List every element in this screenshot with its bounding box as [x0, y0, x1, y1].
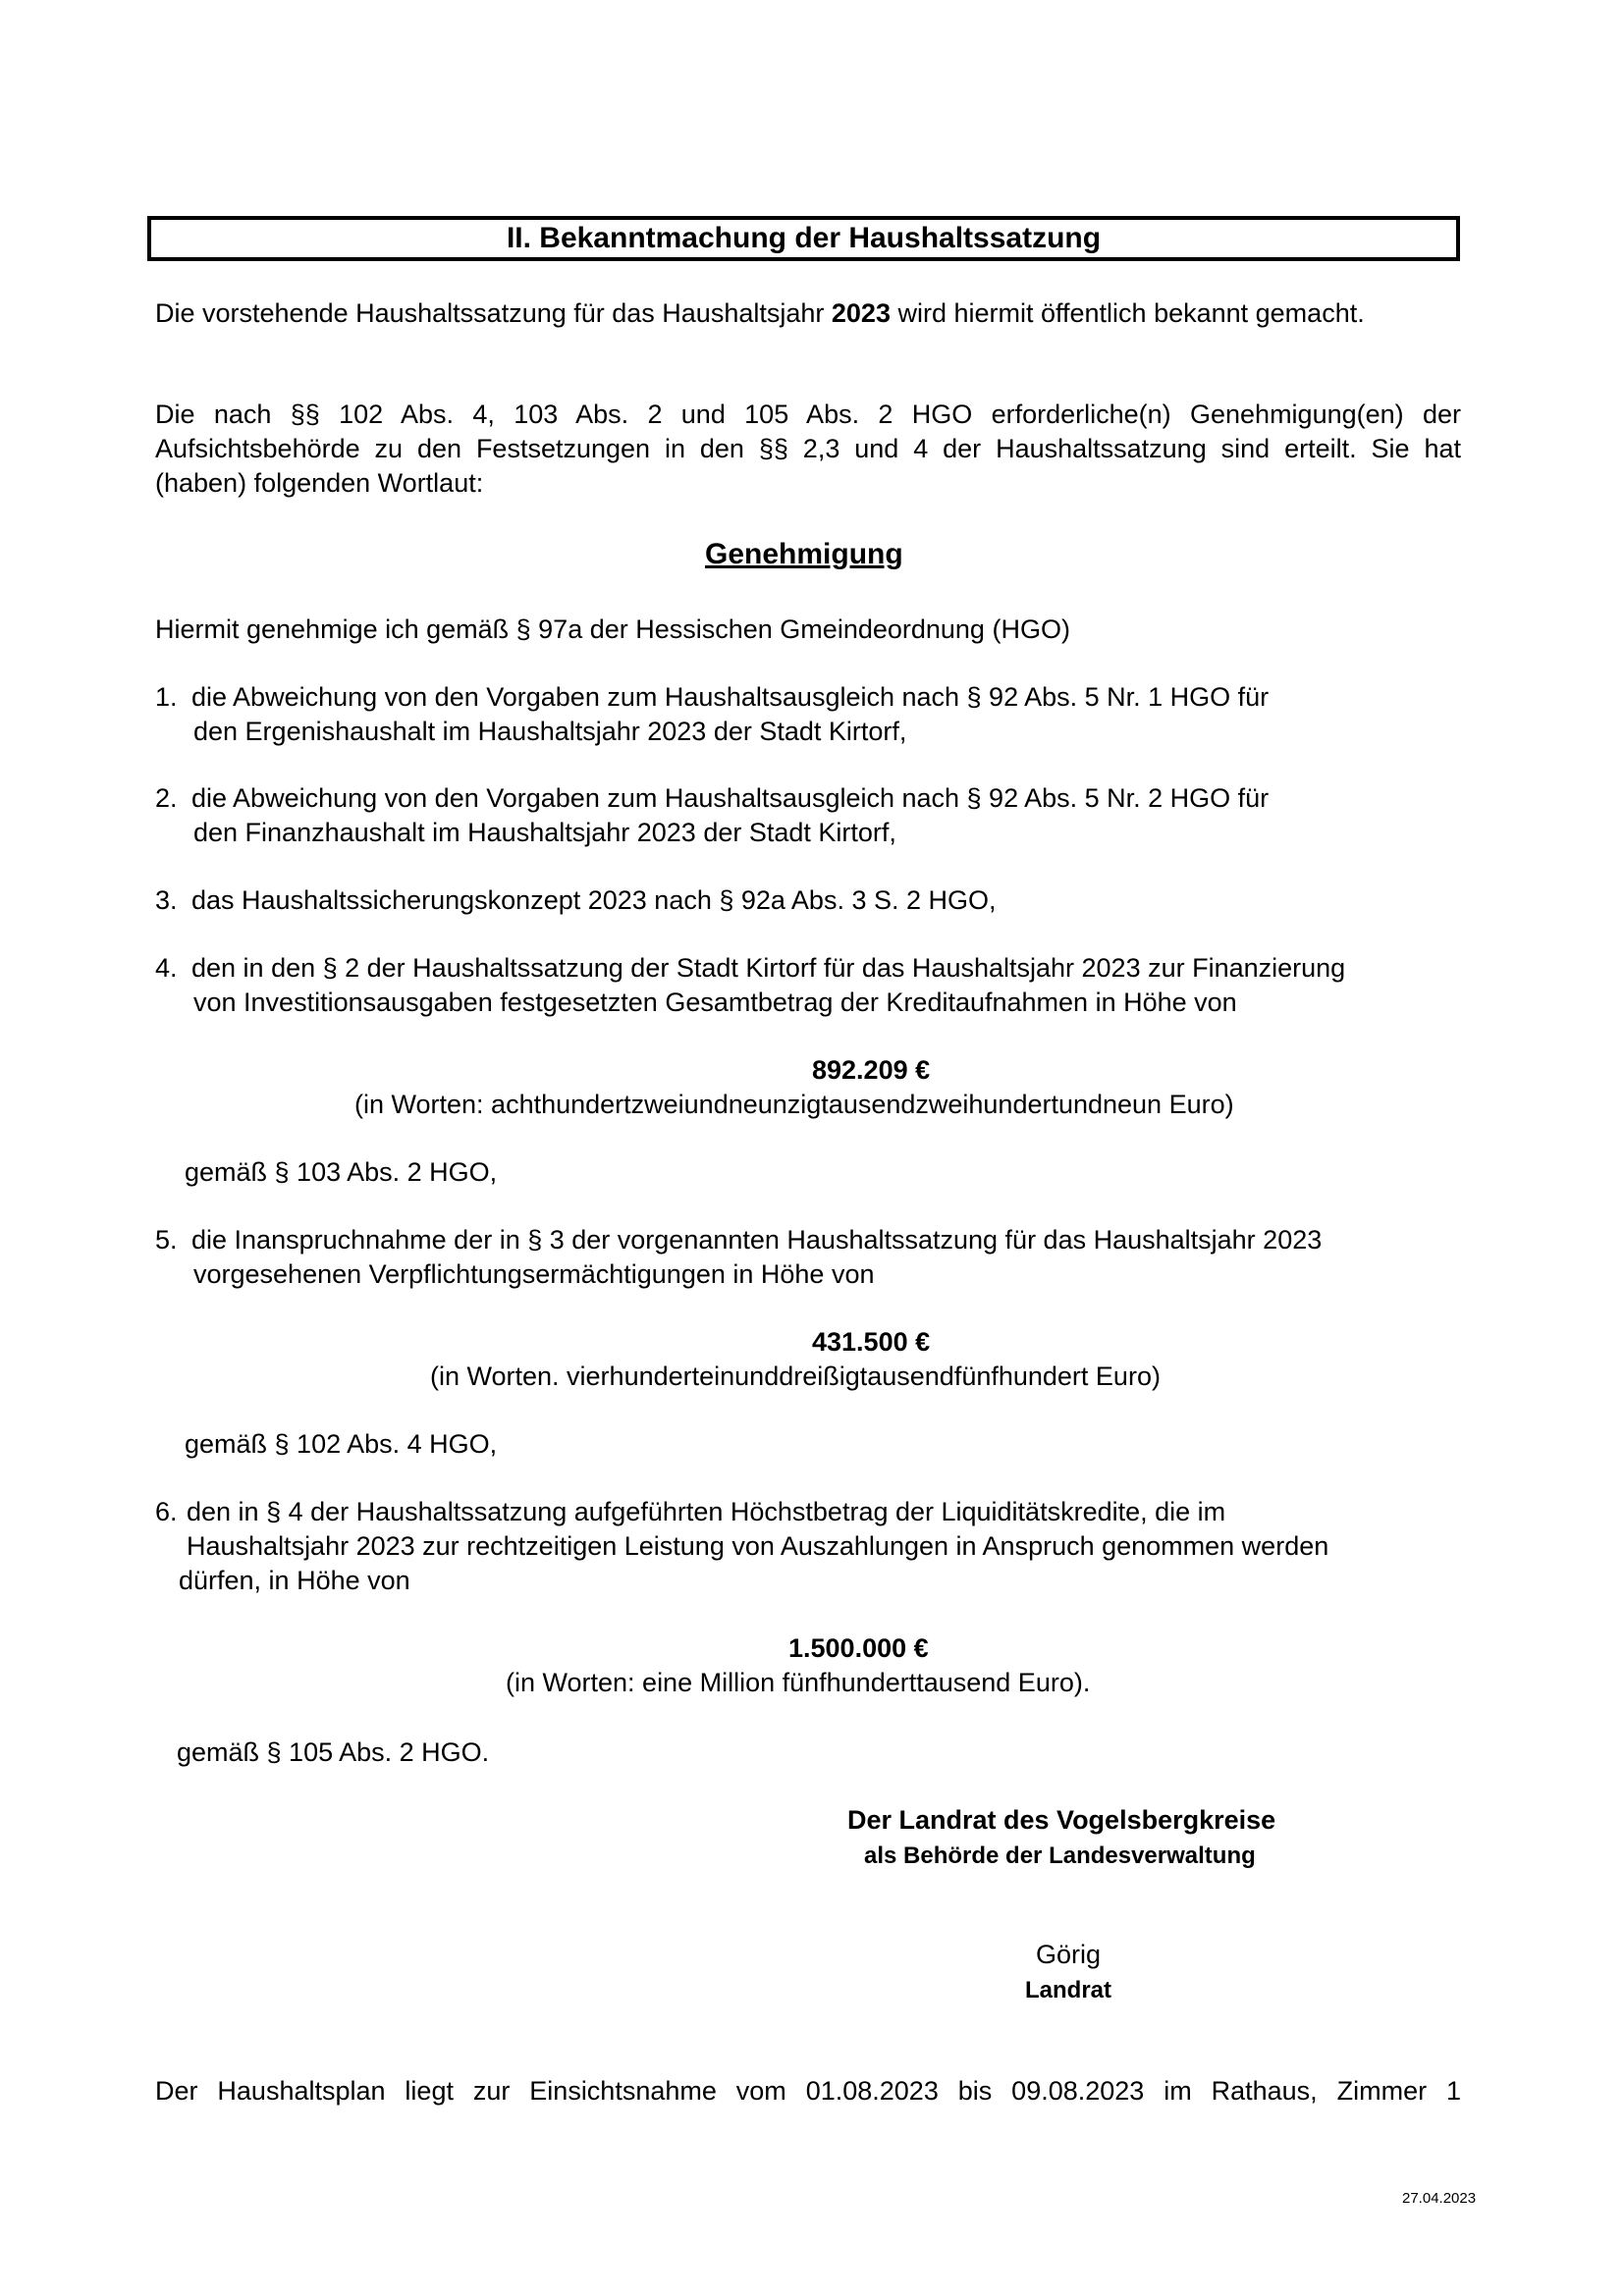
lead-text: Hiermit genehmige ich gemäß § 97a der Hessischen Gmeindeordnung (HGO): [155, 614, 1070, 644]
signature-name: Görig: [1036, 1940, 1102, 1969]
approval-note-line2: Aufsichtsbehörde zu den Festsetzungen in den §§ 2,3 und 4 der Haushaltssatzung sind erteilt. Sie hat: [155, 434, 1461, 463]
item-number: 1.: [155, 682, 178, 712]
item-number: 4.: [155, 953, 178, 983]
item-number: 5.: [155, 1225, 178, 1255]
item-number: 3.: [155, 885, 178, 915]
item-1-line1: die Abweichung von den Vorgaben zum Haushaltsausgleich nach § 92 Abs. 5 Nr. 1 HGO für: [191, 682, 1270, 712]
item-5-line1: die Inanspruchnahme der in § 3 der vorgenannten Haushaltssatzung für das Haushaltsjahr 2023: [191, 1225, 1323, 1255]
list-item-4: [155, 951, 178, 985]
item-6-line3: dürfen, in Höhe von: [179, 1566, 410, 1595]
item-4-legal: gemäß § 103 Abs. 2 HGO,: [185, 1157, 498, 1187]
intro-year: 2023: [831, 298, 891, 328]
item-number: 2.: [155, 783, 178, 813]
item-4-line1: den in den § 2 der Haushaltssatzung der Stadt Kirtorf für das Haushaltsjahr 2023 zur Finanzierung: [191, 953, 1346, 983]
list-item-2: [155, 781, 178, 815]
item-6-legal: gemäß § 105 Abs. 2 HGO.: [177, 1737, 490, 1767]
item-5-legal: gemäß § 102 Abs. 4 HGO,: [185, 1429, 498, 1459]
list-item-5: [155, 1223, 178, 1256]
item-5-amount: 431.500 €: [812, 1327, 931, 1357]
list-item-1: [155, 680, 178, 714]
intro-paragraph: [155, 296, 1365, 330]
item-6-words: (in Worten: eine Million fünfhunderttausend Euro).: [506, 1668, 1091, 1697]
item-6-line2: Haushaltsjahr 2023 zur rechtzeitigen Leistung von Auszahlungen in Anspruch genommen werden: [187, 1531, 1329, 1561]
item-2-line1: die Abweichung von den Vorgaben zum Haushaltsausgleich nach § 92 Abs. 5 Nr. 2 HGO für: [191, 783, 1270, 813]
authority-role: als Behörde der Landesverwaltung: [864, 1842, 1256, 1869]
authority-name: Der Landrat des Vogelsbergkreise: [847, 1805, 1276, 1835]
intro-before: Die vorstehende Haushaltssatzung für das Haushaltsjahr: [155, 298, 832, 328]
footer-date: 27.04.2023: [1402, 2190, 1477, 2207]
approval-note-line1: Die nach §§ 102 Abs. 4, 103 Abs. 2 und 105 Abs. 2 HGO erforderliche(n) Genehmigung(en) der: [155, 400, 1461, 429]
subheading: Genehmigung: [705, 538, 903, 570]
page-title: II. Bekanntmachung der Haushaltssatzung: [147, 216, 1460, 261]
item-number: 6.: [155, 1497, 178, 1526]
list-item-6: [155, 1495, 178, 1528]
item-6-line1: den in § 4 der Haushaltssatzung aufgeführten Höchstbetrag der Liquiditätskredite, die im: [187, 1497, 1226, 1526]
closing-text: Der Haushaltsplan liegt zur Einsichtsnahme vom 01.08.2023 bis 09.08.2023 im Rathaus, Zimmer 1: [155, 2076, 1461, 2106]
item-4-line2: von Investitionsausgaben festgesetzten Gesamtbetrag der Kreditaufnahmen in Höhe von: [193, 988, 1237, 1017]
item-6-amount: 1.500.000 €: [788, 1633, 929, 1663]
intro-after: wird hiermit öffentlich bekannt gemacht.: [890, 298, 1365, 328]
approval-note-line3: (haben) folgenden Wortlaut:: [155, 468, 484, 498]
item-4-words: (in Worten: achthundertzweiundneunzigtausendzweihundertundneun Euro): [354, 1090, 1234, 1119]
item-5-line2: vorgesehenen Verpflichtungsermächtigungen in Höhe von: [193, 1259, 875, 1289]
item-5-words: (in Worten. vierhunderteinunddreißigtausendfünfhundert Euro): [430, 1362, 1161, 1391]
item-2-line2: den Finanzhaushalt im Haushaltsjahr 2023 der Stadt Kirtorf,: [193, 818, 896, 847]
signature-title: Landrat: [1025, 1977, 1112, 2003]
item-3-line1: das Haushaltssicherungskonzept 2023 nach § 92a Abs. 3 S. 2 HGO,: [191, 885, 997, 915]
list-item-3: [155, 883, 178, 917]
item-4-amount: 892.209 €: [812, 1055, 931, 1085]
item-1-line2: den Ergenishaushalt im Haushaltsjahr 2023 der Stadt Kirtorf,: [193, 717, 907, 746]
